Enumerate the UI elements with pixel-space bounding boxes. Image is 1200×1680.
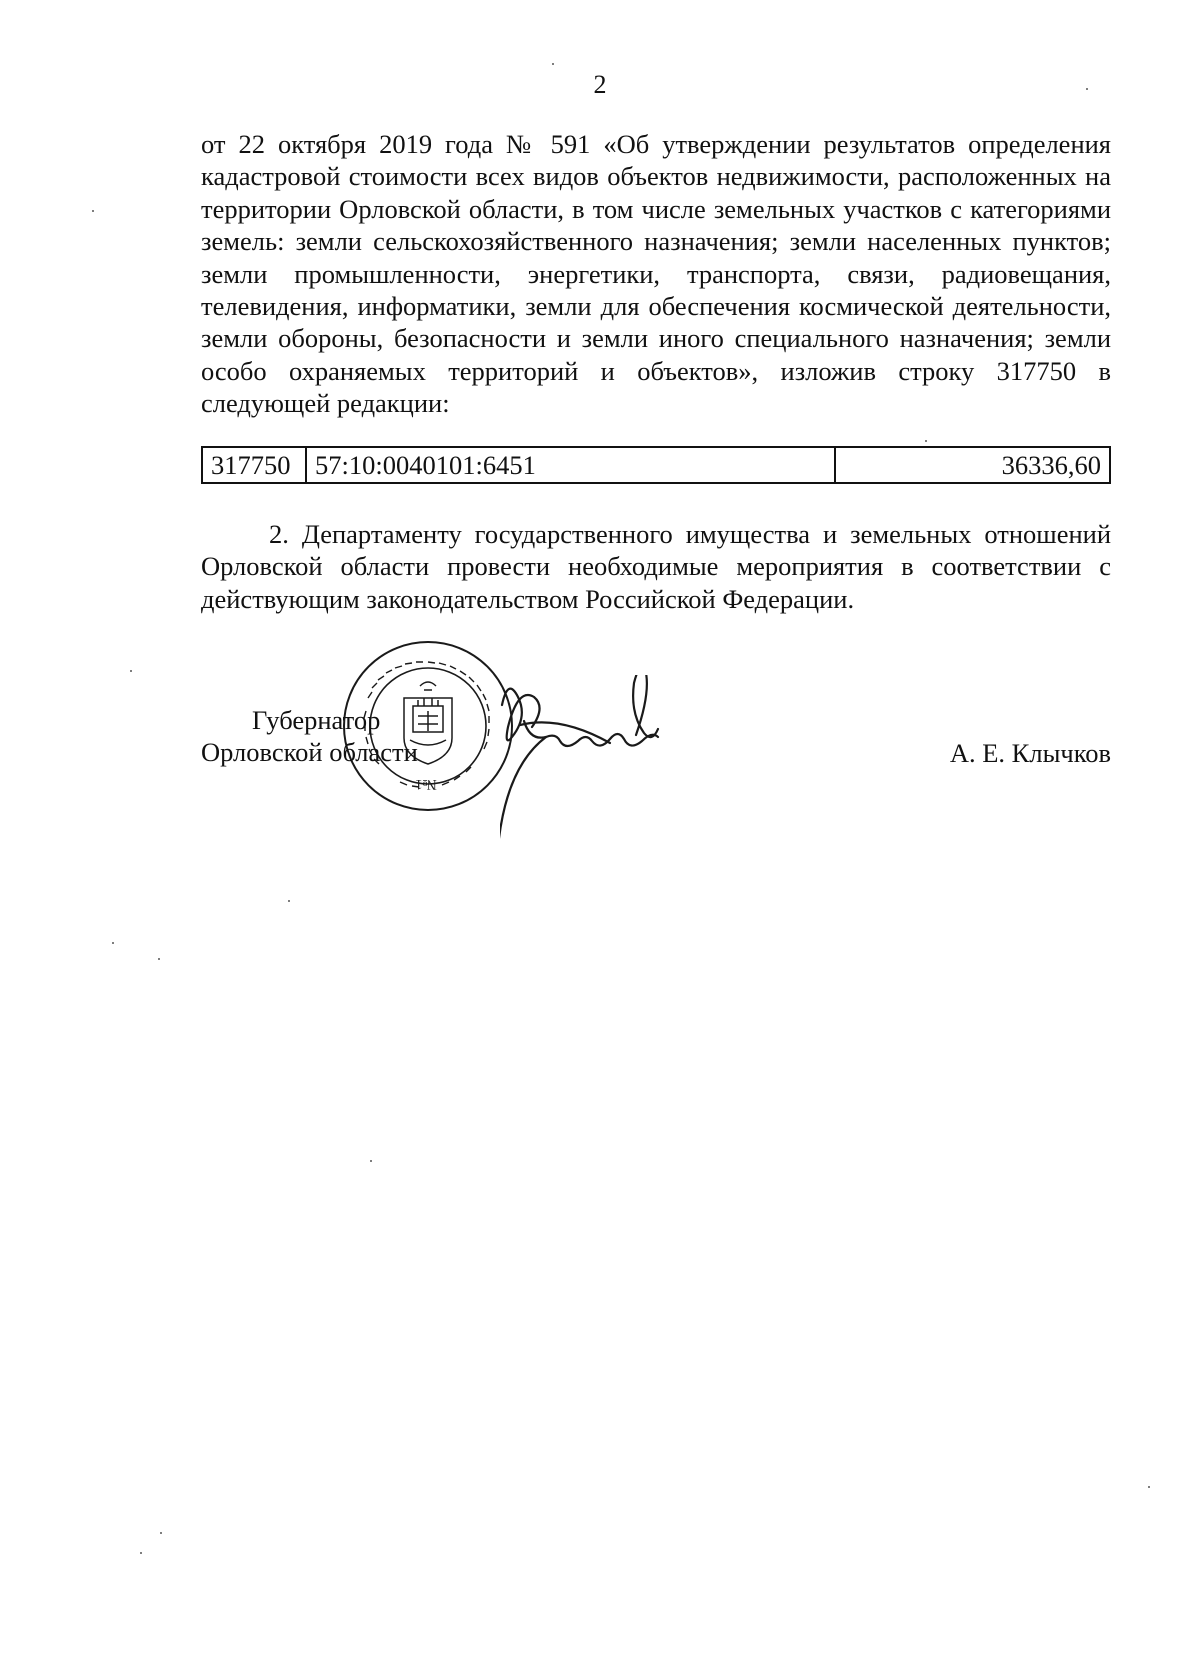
- scan-speck: [288, 900, 290, 902]
- resolution-paragraph-continuation: [201, 128, 1111, 420]
- scan-speck: [370, 1160, 372, 1162]
- row-number-cell: 317750: [202, 447, 306, 483]
- signatory-title-line1: Губернатор: [252, 705, 381, 735]
- svg-text:№1: №1: [415, 776, 437, 792]
- scan-speck: [552, 63, 554, 65]
- scan-speck: [140, 1552, 142, 1554]
- scan-speck: [158, 958, 160, 960]
- page-number: 2: [593, 70, 607, 99]
- cadastral-value-cell: 36336,60: [835, 447, 1110, 483]
- scan-speck: [1148, 1486, 1150, 1488]
- table-row: [202, 447, 1110, 483]
- paragraph-text: от 22 октября 2019 года № 591 «Об утверждении результатов определения кадастровой стоимости всех видов объектов недвижимости, расположенных на территории Орловской области, в том числе земельных участков с категориями земель: земли сельскохозяйственного назначения; земли населенных пунктов; земли промышленности, энергетики, транспорта, связи, радиовещания, телевидения, информатики, земли для обеспечения космической деятельности, земли обороны, безопасности и земли иного специального назначения; земли особо охраняемых территорий и объектов», изложив строку 317750 в следующей редакции:: [201, 129, 1111, 419]
- scan-speck: [1086, 88, 1088, 90]
- scan-speck: [925, 440, 927, 442]
- signatory-title-line2: Орловской области: [201, 737, 418, 768]
- signatory-name: А. Е. Клычков: [949, 738, 1111, 768]
- scan-speck: [130, 670, 132, 672]
- point-2-paragraph: 2. Департаменту государственного имущества и земельных отношений Орловской области провести необходимые мероприятия в соответствии с действующим законодательством Российской Федерации.: [201, 519, 1111, 614]
- scan-speck: [92, 210, 94, 212]
- handwritten-signature: [500, 675, 730, 875]
- scan-speck: [112, 942, 114, 944]
- cadastral-value-table: [201, 446, 1111, 484]
- cadastral-number-cell: 57:10:0040101:6451: [306, 447, 835, 483]
- signatory-title: [201, 704, 418, 769]
- scan-speck: [160, 1532, 162, 1534]
